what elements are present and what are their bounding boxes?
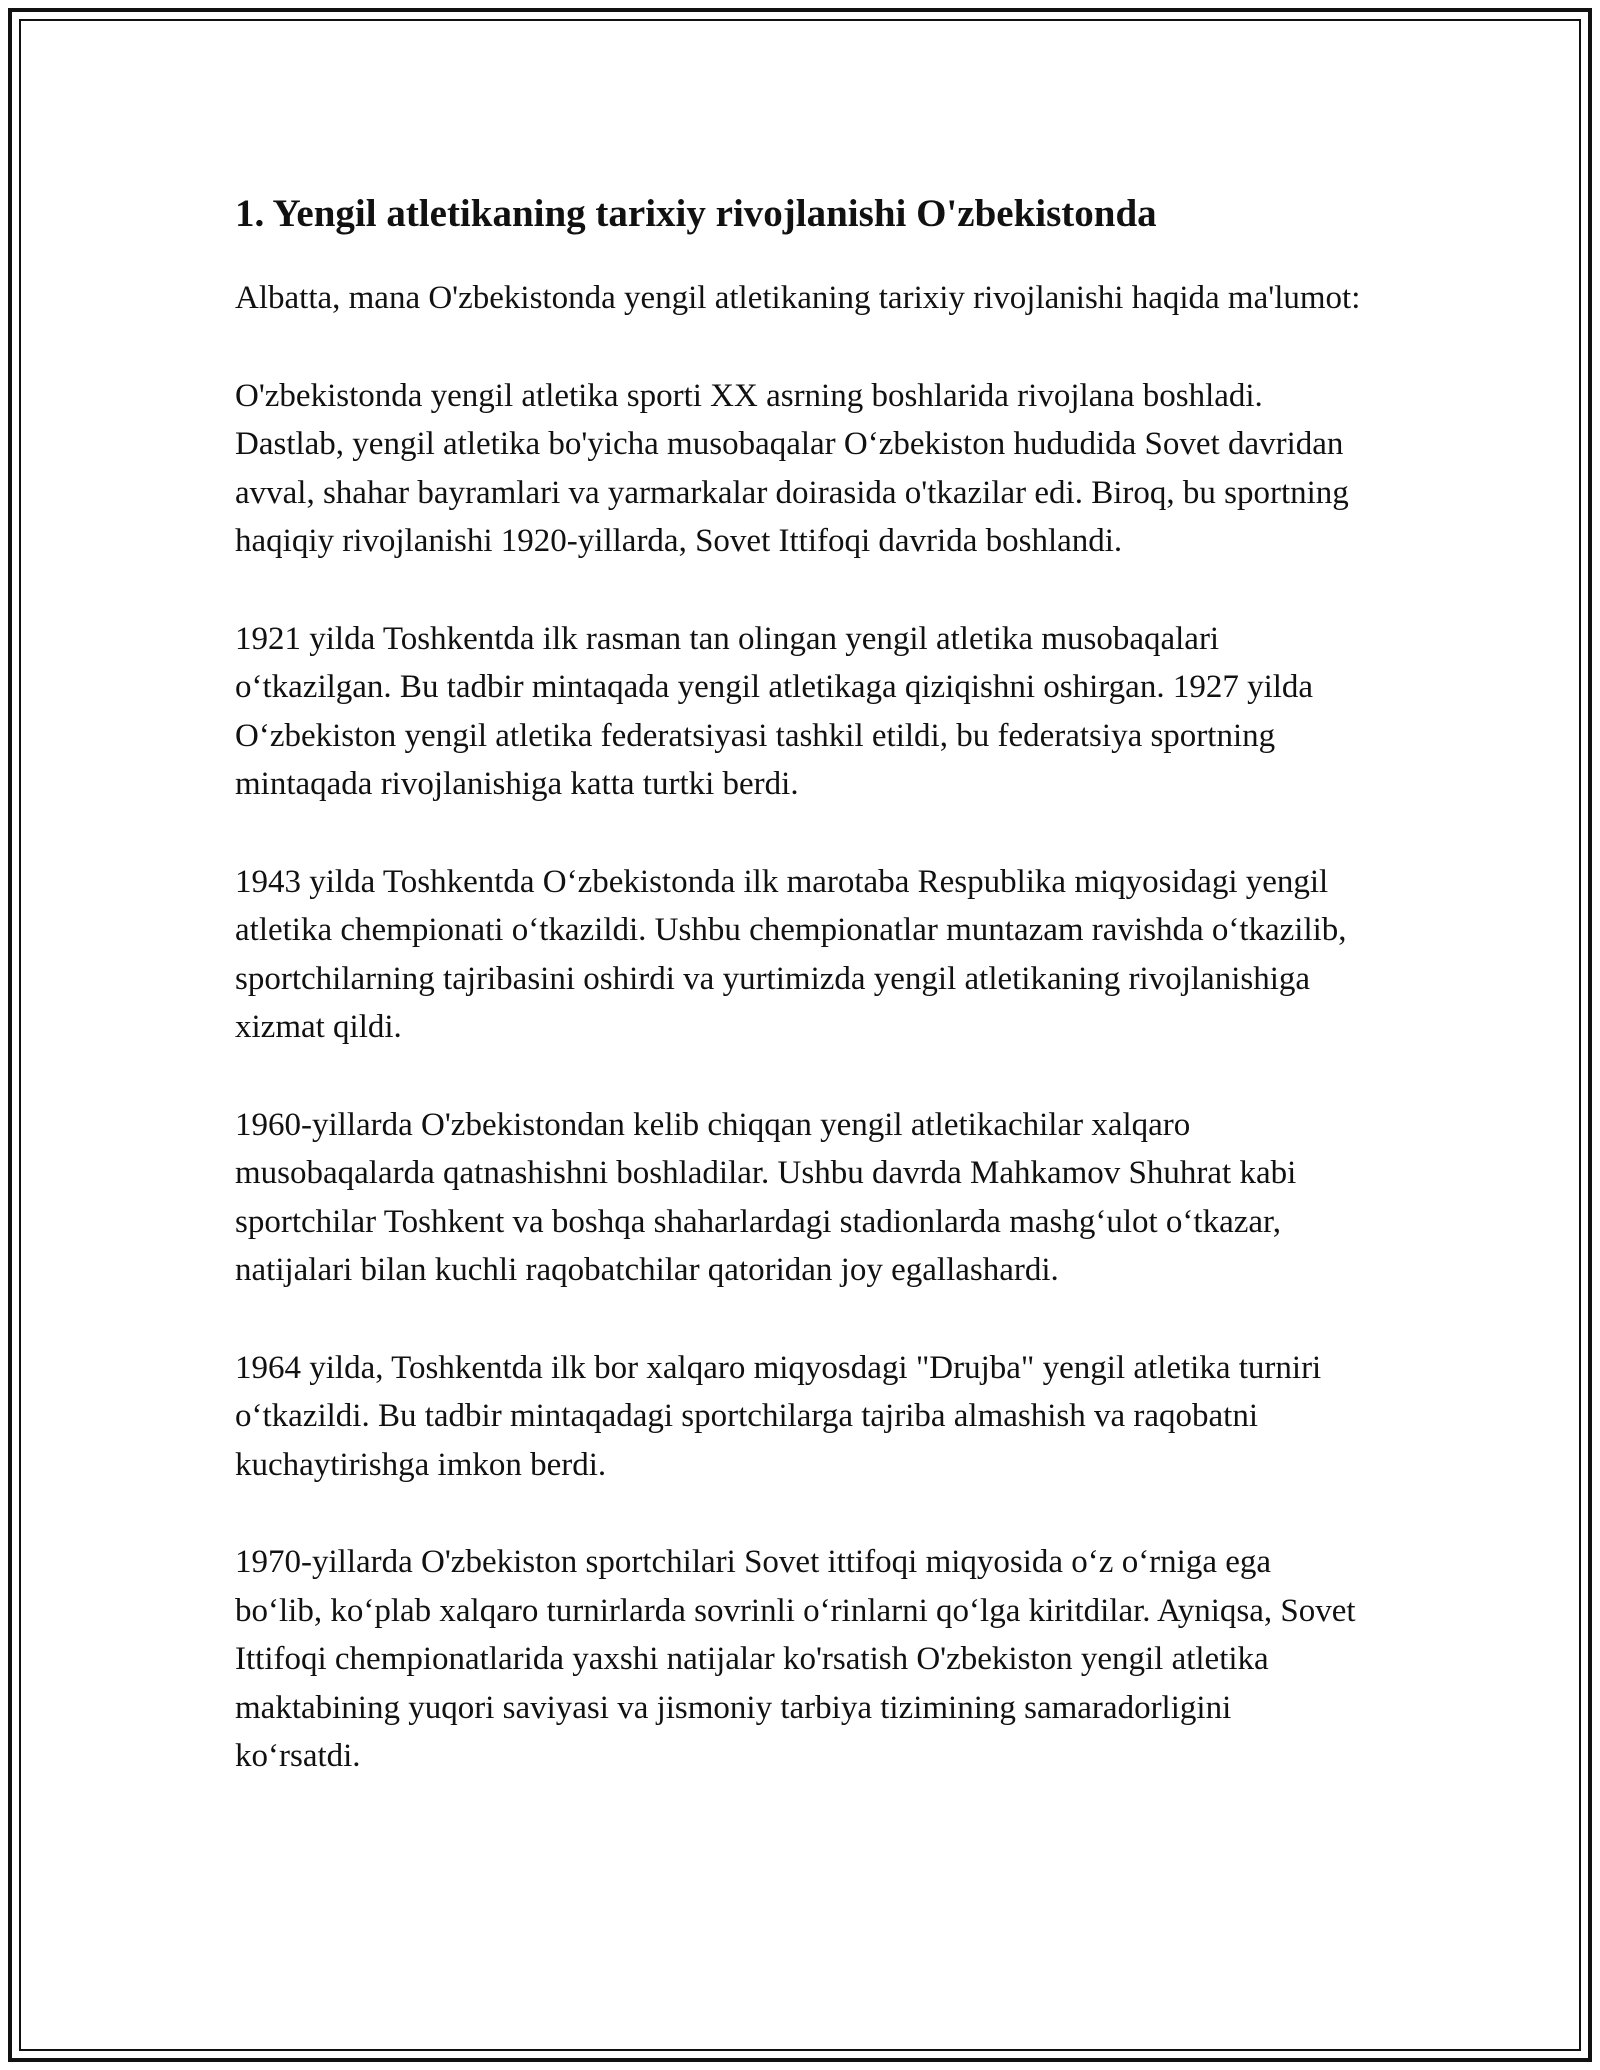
paragraph-1921-1927: 1921 yilda Toshkentda ilk rasman tan olingan yengil atletika musobaqalari o‘tkazilgan. Bu tadbir mintaqada yengil atletikaga qiziqishni oshirgan. 1927 yilda O‘zbekiston yengil atletika federatsiyasi tashkil etildi, bu federatsiya sportning mintaqada rivojlanishiga katta turtki berdi.: [235, 620, 1314, 802]
paragraph-1964: 1964 yilda, Toshkentda ilk bor xalqaro miqyosdagi "Drujba" yengil atletika turniri o‘tkazildi. Bu tadbir mintaqadagi sportchilarga tajriba almashish va raqobatni kuchaytirishga imkon berdi.: [235, 1349, 1322, 1483]
document-title: 1. Yengil atletikaning tarixiy rivojlanishi O'zbekistonda: [235, 192, 1157, 235]
paragraph-intro: Albatta, mana O'zbekistonda yengil atletikaning tarixiy rivojlanishi haqida ma'lumot:: [235, 280, 1361, 316]
paragraph-early-history: O'zbekistonda yengil atletika sporti XX asrning boshlarida rivojlana boshladi. Dastlab, yengil atletika bo'yicha musobaqalar O‘zbekiston hududida Sovet davridan avval, shahar bayramlari va yarmarkalar doirasida o'tkazilar edi. Biroq, bu sportning haqiqiy rivojlanishi 1920-yillarda, Sovet Ittifoqi davrida boshlandi.: [235, 377, 1349, 559]
document-body: [235, 188, 1365, 1830]
paragraph-1943: 1943 yilda Toshkentda O‘zbekistonda ilk marotaba Respublika miqyosidagi yengil atletika chempionati o‘tkazildi. Ushbu chempionatlar muntazam ravishda o‘tkazilib, sportchilarning tajribasini oshirdi va yurtimizda yengil atletikaning rivojlanishiga xizmat qildi.: [235, 863, 1347, 1045]
paragraph-1960s: 1960-yillarda O'zbekistondan kelib chiqqan yengil atletikachilar xalqaro musobaqalarda qatnashishni boshladilar. Ushbu davrda Mahkamov Shuhrat kabi sportchilar Toshkent va boshqa shaharlardagi stadionlarda mashg‘ulot o‘tkazar, natijalari bilan kuchli raqobatchilar qatoridan joy egallashardi.: [235, 1106, 1297, 1288]
paragraph-1970s: 1970-yillarda O'zbekiston sportchilari Sovet ittifoqi miqyosida o‘z o‘rniga ega bo‘lib, ko‘plab xalqaro turnirlarda sovrinli o‘rinlarni qo‘lga kiritdilar. Ayniqsa, Sovet Ittifoqi chempionatlarida yaxshi natijalar ko'rsatish O'zbekiston yengil atletika maktabining yuqori saviyasi va jismoniy tarbiya tizimining samaradorligini ko‘rsatdi.: [235, 1544, 1356, 1774]
